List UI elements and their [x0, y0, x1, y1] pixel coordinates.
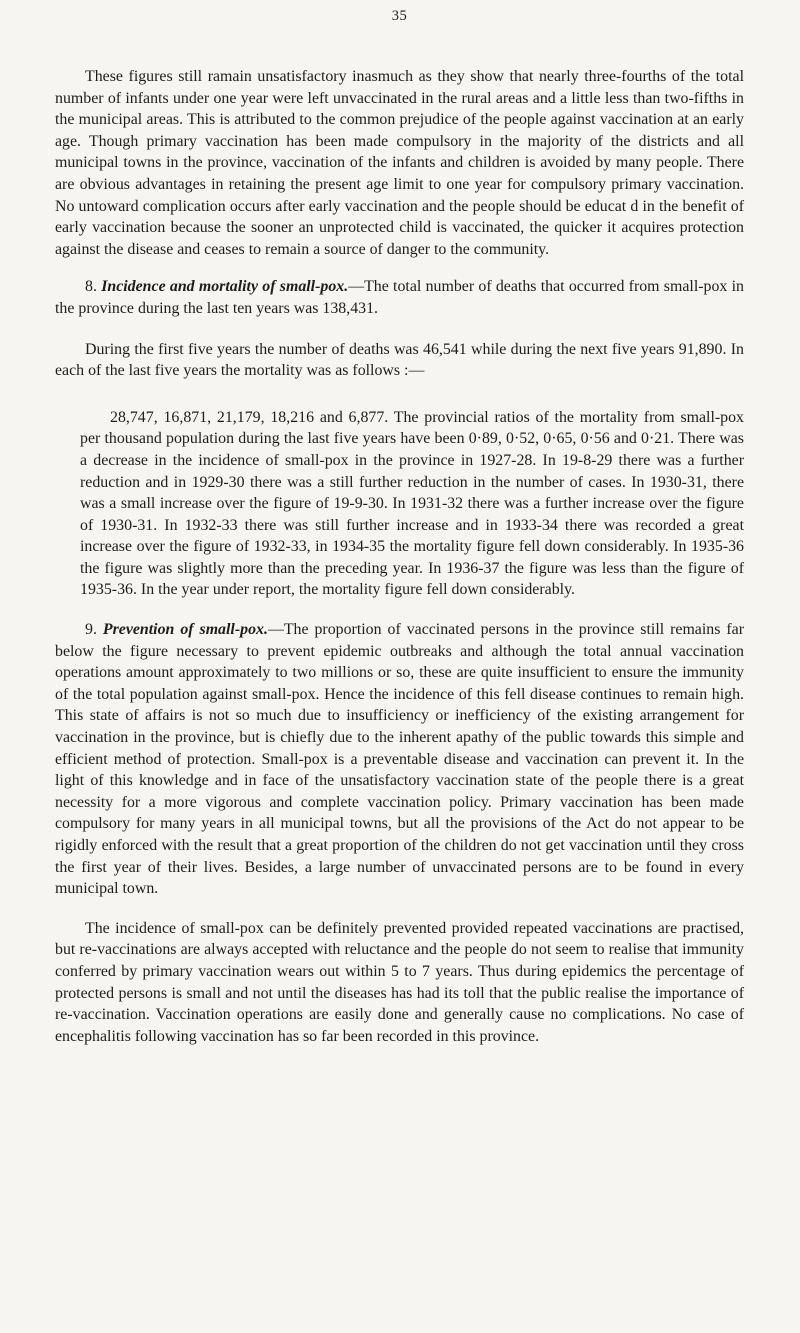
section-number: 8.: [85, 278, 97, 296]
paragraph-prevention: [55, 619, 744, 900]
heading-separator: —: [267, 621, 284, 639]
paragraph-revaccination: The incidence of small-pox can be definitely prevented provided repeated vaccinations are practised, but re-vaccinations are always accepted with reluctance and the people do not seem to realise that immunity conferred by primary vaccination wears out within 5 to 7 years. Thus during epidemics the percentage of protected persons is small and not until the diseases has had its toll that the public realise the importance of re-vaccination. Vaccination operations are easily done and generally cause no complications. No case of encephalitis following vaccination has so far been recorded in this province.: [55, 919, 744, 1045]
section-number: 9.: [85, 621, 97, 639]
paragraph-vaccination-figures: These figures still ramain unsatisfactory inasmuch as they show that nearly three-fourths of the total number of infants under one year were left unvaccinated in the rural areas and a little less than two-fifths in the municipal areas. This is attributed to the common prejudice of the people against vaccination at an early age. Though primary vaccination has been made compulsory in the majority of the districts and all municipal towns in the province, vaccination of the infants and children is avoided by many people. There are obvious advantages in retaining the present age limit to one year for compulsory primary vaccination. No untoward complication occurs after early vaccination and the people should be educat d in the benefit of early vaccination because the sooner an unprotected child is vaccinated, the quicker it acquires protection against the disease and ceases to remain a source of danger to the community.: [55, 68, 744, 258]
page-number: 35: [391, 8, 408, 24]
section-body-prevention: The proportion of vaccinated persons in the province still remains far below the figure necessary to prevent epidemic outbreaks and although the total annual vaccination operations amount approximately to two millions or so, these are quite insufficient to ensure the immunity of the total population against small-pox. Hence the incidence of this fell disease continues to remain high. This state of affairs is not so much due to insufficiency or inefficiency of the existing arrangement for vaccination in the province, but is chiefly due to the inherent apathy of the public towards this simple and efficient method of protection. Small-pox is a preventable disease and vaccination can prevent it. In the light of this knowledge and in face of the unsatisfactory vaccination state of the people there is a great necessity for a more vigorous and complete vaccination policy. Primary vaccination has been made compulsory for many years in all municipal towns, but all the provisions of the Act do not appear to be rigidly enforced with the result that a great proportion of the children do not get vaccination until they cross the first year of their lives. Besides, a large number of unvaccinated persons are to be found in every municipal town.: [55, 621, 744, 898]
paragraph-deaths-five-years: During the first five years the number of deaths was 46,541 while during the next five years 91,890. In each of the last five years the mortality was as follows :—: [55, 340, 744, 380]
heading-separator: —: [348, 278, 365, 296]
section-heading-prevention: Prevention of small-pox.: [102, 621, 268, 639]
paragraph-yearly-mortality: 28,747, 16,871, 21,179, 18,216 and 6,877. The provincial ratios of the mortality from small-pox per thousand population during the last five years have been 0·89, 0·52, 0·65, 0·56 and 0·21. There was a decrease in the incidence of small-pox in the province in 1927-28. In 19-8-29 there was a further reduction and in 1929-30 there was a still further reduction in the number of cases. In 1930-31, there was a small increase over the figure of 19-9-30. In 1931-32 there was a further increase over the figure of 1930-31. In 1932-33 there was still further increase and in 1933-34 there was recorded a great increase over the figure of 1932-33, in 1934-35 the mortality figure fell down considerably. In 1935-36 the figure was slightly more than the preceding year. In 1936-37 the figure was less than the figure of 1935-36. In the year under report, the mortality figure fell down considerably.: [80, 408, 744, 599]
section-heading-incidence: Incidence and mortality of small-pox.: [101, 278, 349, 296]
paragraph-incidence-mortality: [55, 276, 744, 319]
section-body-incidence: The total number of deaths that occurred from small-pox in the province during the last ten years was 138,431.: [55, 278, 744, 317]
